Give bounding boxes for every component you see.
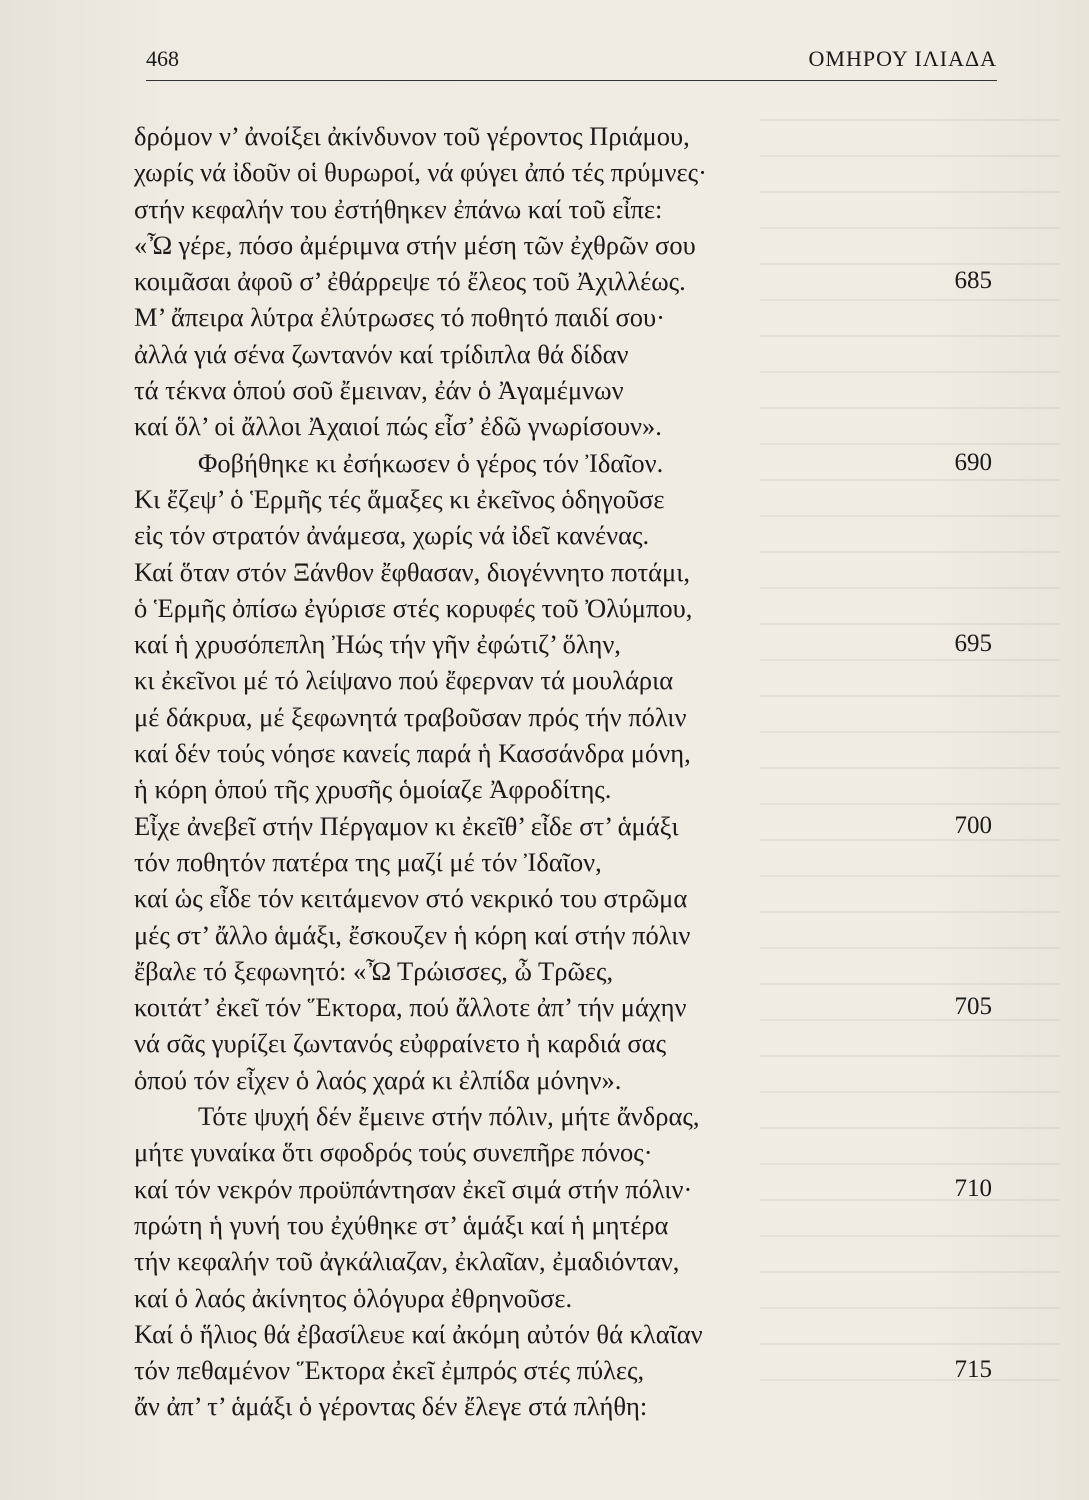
verse-line-text: ἡ κόρη ὁπού τῆς χρυσῆς ὁμοίαζε Ἀφροδίτης. bbox=[134, 774, 612, 805]
verse-line bbox=[134, 299, 1004, 335]
verse-line bbox=[134, 771, 1004, 807]
verse-line bbox=[134, 1134, 1004, 1170]
verse-line bbox=[134, 590, 1004, 626]
verse-line bbox=[134, 989, 1004, 1025]
verse-line-text: καί ἡ χρυσόπεπλη Ἠώς τήν γῆν ἐφώτιζ’ ὅλην, bbox=[134, 629, 621, 660]
verse-line bbox=[134, 1098, 1004, 1134]
verse-line-text: στήν κεφαλήν του ἐστήθηκεν ἐπάνω καί τοῦ εἶπε: bbox=[134, 193, 663, 224]
line-number: 700 bbox=[954, 811, 992, 839]
line-number: 715 bbox=[954, 1356, 992, 1384]
verse-line bbox=[134, 517, 1004, 553]
verse-line-text: Τότε ψυχή δέν ἔμεινε στήν πόλιν, μήτε ἄνδρας, bbox=[198, 1101, 700, 1132]
verse-line bbox=[134, 1280, 1004, 1316]
line-number: 685 bbox=[954, 267, 992, 295]
verse-line-text: καί δέν τούς νόησε κανείς παρά ἡ Κασσάνδρα μόνη, bbox=[134, 738, 691, 769]
verse-line-text: κοιμᾶσαι ἀφοῦ σ’ ἐθάρρεψε τό ἔλεος τοῦ Ἀχιλλέως. bbox=[134, 266, 686, 297]
verse-line-text: μέ δάκρυα, μέ ξεφωνητά τραβοῦσαν πρός τήν πόλιν bbox=[134, 701, 687, 732]
verse-line bbox=[134, 227, 1004, 263]
verse-line bbox=[134, 1243, 1004, 1279]
verse-line bbox=[134, 699, 1004, 735]
verse-line bbox=[134, 1316, 1004, 1352]
verse-line bbox=[134, 880, 1004, 916]
running-head bbox=[146, 46, 997, 78]
verse-line bbox=[134, 1171, 1004, 1207]
verse-line-text: δρόμον ν’ ἀνοίξει ἀκίνδυνον τοῦ γέροντος Πριάμου, bbox=[134, 121, 690, 151]
verse-block bbox=[134, 118, 1004, 1425]
verse-line-text: πρώτη ἡ γυνή του ἐχύθηκε στ’ ἁμάξι καί ἡ μητέρα bbox=[134, 1209, 669, 1240]
verse-line-text: Μ’ ἄπειρα λύτρα ἐλύτρωσες τό ποθητό παιδί σου· bbox=[134, 302, 665, 333]
verse-line-text: κι ἐκεῖνοι μέ τό λείψανο πού ἔφερναν τά μουλάρια bbox=[134, 665, 674, 696]
verse-line-text: ἄν ἀπ’ τ’ ἁμάξι ὁ γέροντας δέν ἔλεγε στά πλήθη: bbox=[134, 1391, 648, 1422]
verse-line bbox=[134, 154, 1004, 190]
book-title: ΟΜΗΡΟΥ ΙΛΙΑΔΑ bbox=[808, 46, 997, 71]
verse-line-text: Καί ὅταν στόν Ξάνθον ἔφθασαν, διογέννητο ποτάμι, bbox=[134, 556, 691, 587]
verse-line-text: καί τόν νεκρόν προϋπάντησαν ἐκεῖ σιμά στήν πόλιν· bbox=[134, 1173, 693, 1204]
verse-line bbox=[134, 191, 1004, 227]
verse-line bbox=[134, 1388, 1004, 1424]
verse-line bbox=[134, 1025, 1004, 1061]
verse-line-text: Κι ἔζεψ’ ὁ Ἑρμῆς τές ἅμαξες κι ἐκεῖνος ὁδηγοῦσε bbox=[134, 483, 665, 514]
verse-line bbox=[134, 263, 1004, 299]
verse-line-text: ὁπού τόν εἶχεν ὁ λαός χαρά κι ἐλπίδα μόνην». bbox=[134, 1064, 622, 1095]
verse-line bbox=[134, 1062, 1004, 1098]
verse-line-text: Φοβήθηκε κι ἐσήκωσεν ὁ γέρος τόν Ἰδαῖον. bbox=[198, 447, 664, 478]
line-number: 710 bbox=[954, 1174, 992, 1202]
line-number: 695 bbox=[954, 630, 992, 658]
verse-line bbox=[134, 118, 1004, 154]
verse-line-text: ὁ Ἑρμῆς ὀπίσω ἐγύρισε στές κορυφές τοῦ Ὀλύμπου, bbox=[134, 592, 693, 623]
verse-line-text: χωρίς νά ἰδοῦν οἱ θυρωροί, νά φύγει ἀπό τές πρύμνες· bbox=[134, 157, 707, 188]
verse-line bbox=[134, 626, 1004, 662]
verse-line-text: «Ὦ γέρε, πόσο ἀμέριμνα στήν μέση τῶν ἐχθρῶν σου bbox=[134, 229, 696, 260]
verse-line bbox=[134, 481, 1004, 517]
verse-line-text: νά σᾶς γυρίζει ζωντανός εὐφραίνετο ἡ καρδιά σας bbox=[134, 1028, 667, 1059]
verse-line bbox=[134, 408, 1004, 444]
verse-line-text: καί ὁ λαός ἀκίνητος ὁλόγυρα ἐθρηνοῦσε. bbox=[134, 1282, 573, 1313]
verse-line-text: Καί ὁ ἥλιος θά ἐβασίλευε καί ἀκόμη αὐτόν θά κλαῖαν bbox=[134, 1318, 703, 1349]
verse-line-text: τά τέκνα ὁπού σοῦ ἔμειναν, ἐάν ὁ Ἀγαμέμνων bbox=[134, 375, 624, 406]
verse-line bbox=[134, 662, 1004, 698]
header-rule bbox=[146, 80, 997, 81]
verse-line-text: τήν κεφαλήν τοῦ ἀγκάλιαζαν, ἐκλαῖαν, ἐμαδιόνταν, bbox=[134, 1246, 680, 1277]
verse-line-text: τόν ποθητόν πατέρα της μαζί μέ τόν Ἰδαῖον, bbox=[134, 846, 602, 877]
page-number: 468 bbox=[146, 46, 179, 71]
verse-line bbox=[134, 844, 1004, 880]
verse-line-text: ἀλλά γιά σένα ζωντανόν καί τρίδιπλα θά δίδαν bbox=[134, 338, 629, 369]
verse-line-text: καί ὅλ’ οἱ ἄλλοι Ἀχαιοί πώς εἶσ’ ἐδῶ γνωρίσουν». bbox=[134, 411, 662, 442]
verse-line-text: μήτε γυναίκα ὅτι σφοδρός τούς συνεπῆρε πόνος· bbox=[134, 1137, 653, 1168]
verse-line-text: μές στ’ ἄλλο ἁμάξι, ἔσκουζεν ἡ κόρη καί στήν πόλιν bbox=[134, 919, 691, 950]
line-number: 690 bbox=[954, 448, 992, 476]
verse-line-text: καί ὡς εἶδε τόν κειτάμενον στό νεκρικό του στρῶμα bbox=[134, 883, 688, 914]
verse-line bbox=[134, 735, 1004, 771]
verse-line bbox=[134, 1207, 1004, 1243]
verse-line-text: τόν πεθαμένον Ἕκτορα ἐκεῖ ἐμπρός στές πύλες, bbox=[134, 1355, 645, 1386]
verse-line bbox=[134, 917, 1004, 953]
verse-line bbox=[134, 445, 1004, 481]
verse-line-text: κοιτάτ’ ἐκεῖ τόν Ἕκτορα, πού ἄλλοτε ἀπ’ τήν μάχην bbox=[134, 992, 687, 1023]
verse-line bbox=[134, 808, 1004, 844]
verse-line-text: Εἶχε ἀνεβεῖ στήν Πέργαμον κι ἐκεῖθ’ εἶδε στ’ ἁμάξι bbox=[134, 810, 679, 841]
verse-line-text: ἔβαλε τό ξεφωνητό: «Ὦ Τρώισσες, ὦ Τρῶες, bbox=[134, 955, 614, 986]
verse-line bbox=[134, 554, 1004, 590]
verse-line bbox=[134, 953, 1004, 989]
verse-line-text: εἰς τόν στρατόν ἀνάμεσα, χωρίς νά ἰδεῖ κανένας. bbox=[134, 520, 650, 551]
verse-line bbox=[134, 1352, 1004, 1388]
line-number: 705 bbox=[954, 993, 992, 1021]
verse-line bbox=[134, 372, 1004, 408]
verse-line bbox=[134, 336, 1004, 372]
